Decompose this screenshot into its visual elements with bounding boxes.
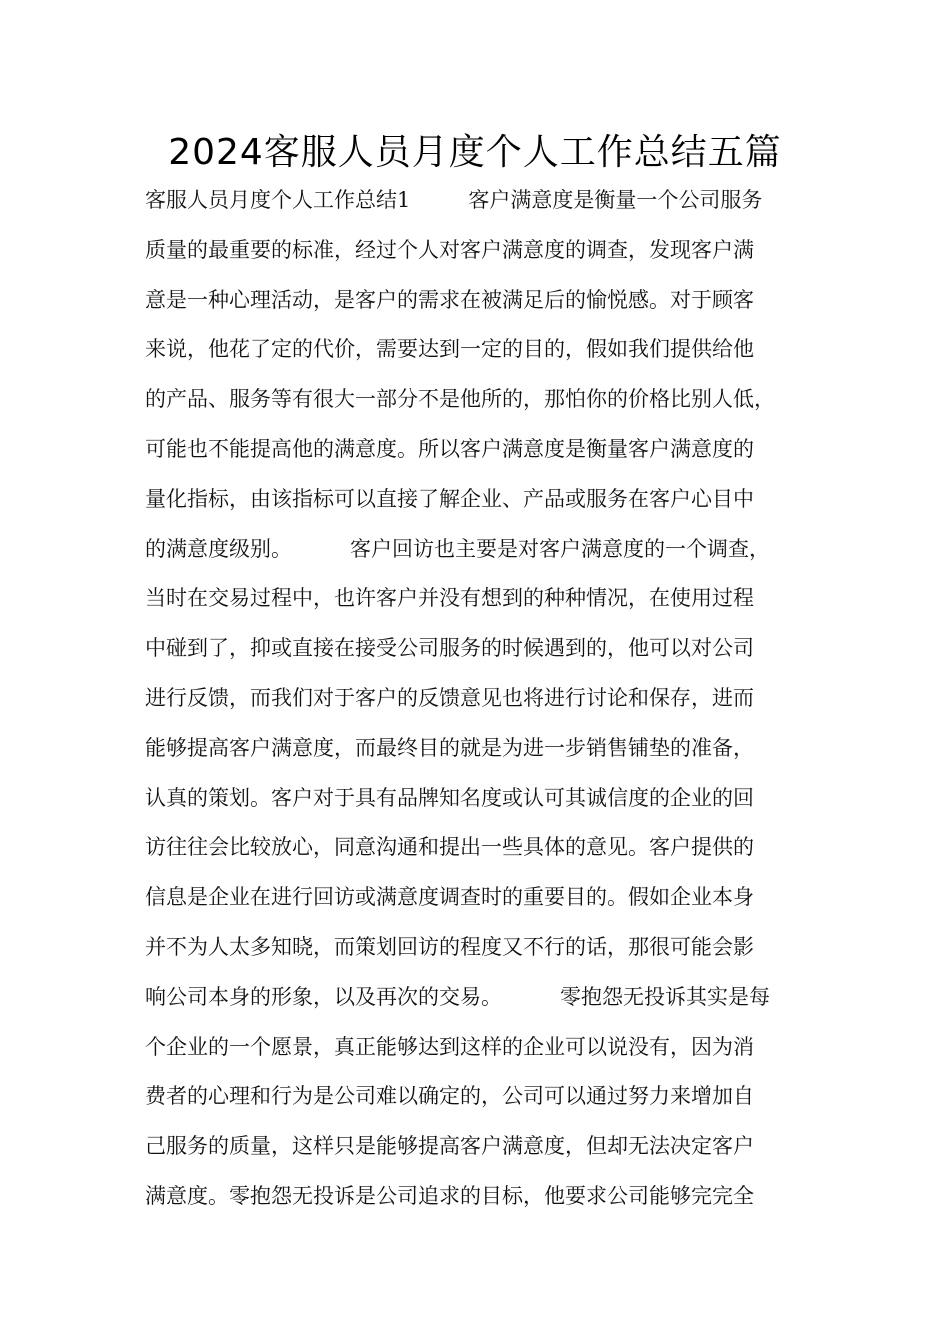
text-segment: 零抱怨无投诉其实是每 bbox=[560, 984, 770, 1009]
text-line bbox=[145, 979, 815, 1029]
text-line bbox=[145, 331, 815, 381]
text-line bbox=[145, 1078, 815, 1128]
text-line bbox=[145, 780, 815, 830]
text-segment: 认真的策划。客户对于具有品牌知名度或认可其诚信度的企业的回 bbox=[145, 785, 754, 810]
text-line bbox=[145, 431, 815, 481]
text-line bbox=[145, 1128, 815, 1178]
text-segment: 量化指标，由该指标可以直接了解企业、产品或服务在客户心目中 bbox=[145, 486, 754, 511]
text-segment: 响公司本身的形象，以及再次的交易。 bbox=[145, 984, 502, 1009]
text-segment: 客户满意度是衡量一个公司服务 bbox=[468, 188, 763, 212]
text-segment: 并不为人太多知晓，而策划回访的程度又不行的话，那很可能会影 bbox=[145, 934, 754, 959]
text-line bbox=[145, 531, 815, 581]
text-line bbox=[145, 929, 815, 979]
text-line bbox=[145, 680, 815, 730]
text-segment: 能够提高客户满意度，而最终目的就是为进一步销售铺垫的准备， bbox=[145, 735, 754, 760]
text-segment: 的产品、服务等有很大一部分不是他所的，那怕你的价格比别人低， bbox=[145, 387, 775, 412]
text-line bbox=[145, 182, 815, 232]
text-line bbox=[145, 1029, 815, 1079]
text-segment: 意是一种心理活动，是客户的需求在被满足后的愉悦感。对于顾客 bbox=[145, 287, 754, 312]
text-segment: 质量的最重要的标准，经过个人对客户满意度的调查，发现客户满 bbox=[145, 237, 754, 262]
text-line bbox=[145, 879, 815, 929]
text-segment: 来说，他花了定的代价，需要达到一定的目的，假如我们提供给他 bbox=[145, 337, 754, 362]
text-segment: 满意度。零抱怨无投诉是公司追求的目标，他要求公司能够完完全 bbox=[145, 1183, 754, 1208]
text-segment: 信息是企业在进行回访或满意度调查时的重要目的。假如企业本身 bbox=[145, 885, 754, 910]
text-line bbox=[145, 730, 815, 780]
text-segment: 己服务的质量，这样只是能够提高客户满意度，但却无法决定客户 bbox=[145, 1134, 754, 1159]
text-line bbox=[145, 829, 815, 879]
text-line bbox=[145, 381, 815, 431]
text-line bbox=[145, 481, 815, 531]
document-body bbox=[145, 182, 815, 1228]
text-segment: 费者的心理和行为是公司难以确定的，公司可以通过努力来增加自 bbox=[145, 1084, 754, 1109]
text-segment: 可能也不能提高他的满意度。所以客户满意度是衡量客户满意度的 bbox=[145, 436, 754, 461]
text-segment: 客户回访也主要是对客户满意度的一个调查， bbox=[350, 536, 770, 561]
text-segment: 当时在交易过程中，也许客户并没有想到的种种情况，在使用过程 bbox=[145, 586, 754, 611]
text-line bbox=[145, 580, 815, 630]
text-segment: 个企业的一个愿景，真正能够达到这样的企业可以说没有，因为消 bbox=[145, 1034, 754, 1059]
text-segment: 中碰到了，抑或直接在接受公司服务的时候遇到的，他可以对公司 bbox=[145, 636, 754, 661]
text-line bbox=[145, 1178, 815, 1228]
text-line bbox=[145, 282, 815, 332]
text-segment: 进行反馈，而我们对于客户的反馈意见也将进行讨论和保存，进而 bbox=[145, 685, 754, 710]
text-segment: 客服人员月度个人工作总结1 bbox=[145, 188, 411, 212]
text-segment: 的满意度级别。 bbox=[145, 536, 292, 561]
text-line bbox=[145, 232, 815, 282]
document-title: 2024客服人员月度个人工作总结五篇 bbox=[168, 132, 782, 173]
text-segment: 访往往会比较放心，同意沟通和提出一些具体的意见。客户提供的 bbox=[145, 835, 754, 860]
text-line bbox=[145, 630, 815, 680]
